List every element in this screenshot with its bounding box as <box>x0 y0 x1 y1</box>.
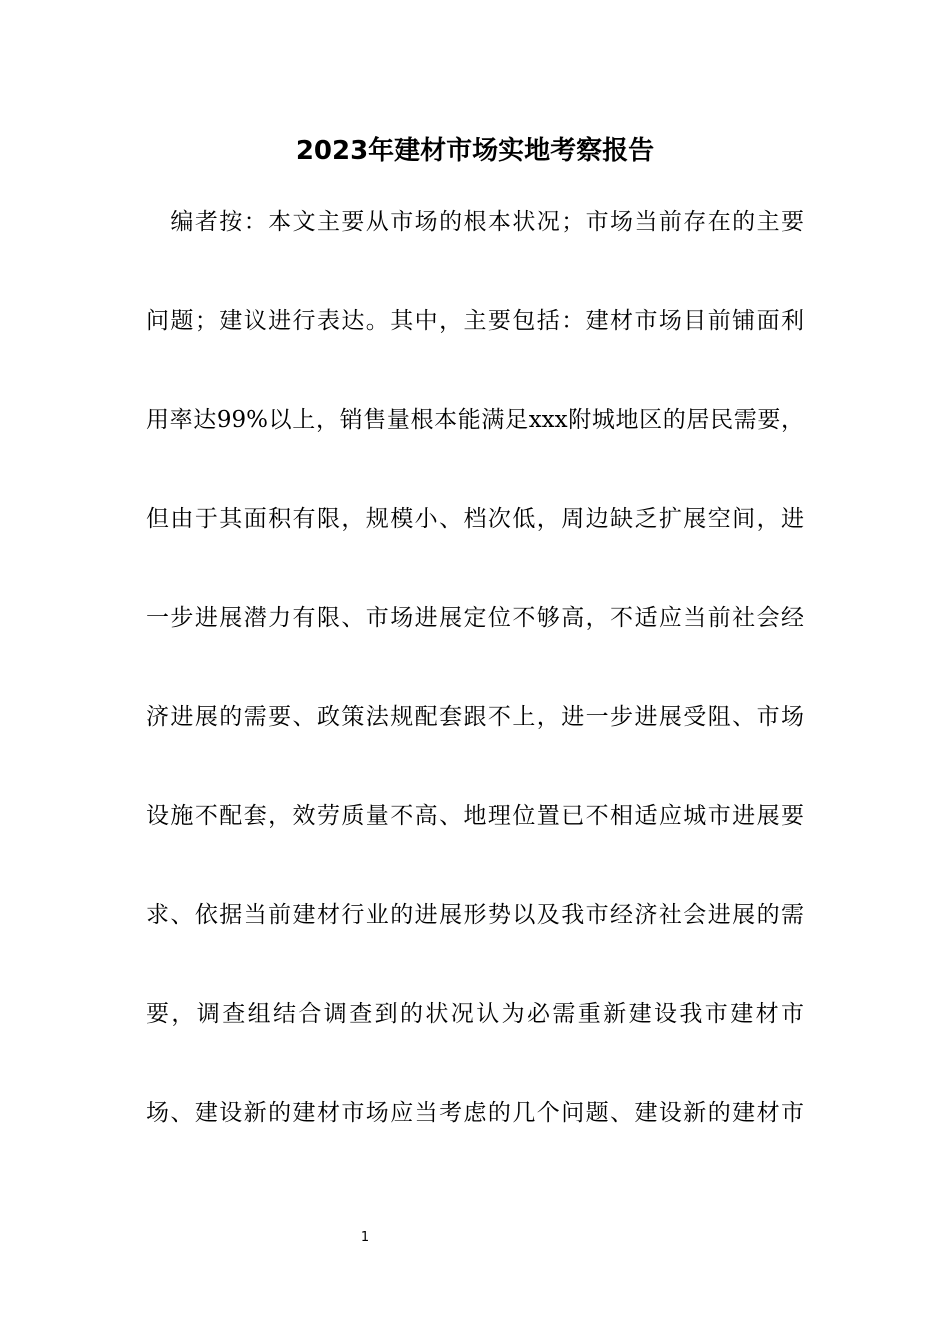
body-line-5: 一步进展潜力有限、市场进展定位不够高，不适应当前社会经 <box>146 605 804 631</box>
body-line-9: 要，调查组结合调查到的状况认为必需重新建设我市建材市 <box>146 1001 804 1027</box>
page-number: 1 <box>360 1230 370 1245</box>
body-line-6: 济进展的需要、政策法规配套跟不上，进一步进展受阻、市场 <box>146 704 804 730</box>
body-line-7: 设施不配套，效劳质量不高、地理位置已不相适应城市进展要 <box>146 803 804 829</box>
body-line-3: 用率达99%以上，销售量根本能满足xxx附城地区的居民需要， <box>146 407 804 433</box>
body-line-1: 编者按：本文主要从市场的根本状况；市场当前存在的主要 <box>146 209 804 235</box>
document-title: 2023年建材市场实地考察报告 <box>295 136 655 166</box>
body-line-10: 场、建设新的建材市场应当考虑的几个问题、建设新的建材市 <box>146 1100 804 1126</box>
body-line-4: 但由于其面积有限，规模小、档次低，周边缺乏扩展空间，进 <box>146 506 804 532</box>
body-text <box>146 202 804 1192</box>
body-line-8: 求、依据当前建材行业的进展形势以及我市经济社会进展的需 <box>146 902 804 928</box>
body-line-2: 问题；建议进行表达。其中，主要包括：建材市场目前铺面利 <box>146 308 804 334</box>
